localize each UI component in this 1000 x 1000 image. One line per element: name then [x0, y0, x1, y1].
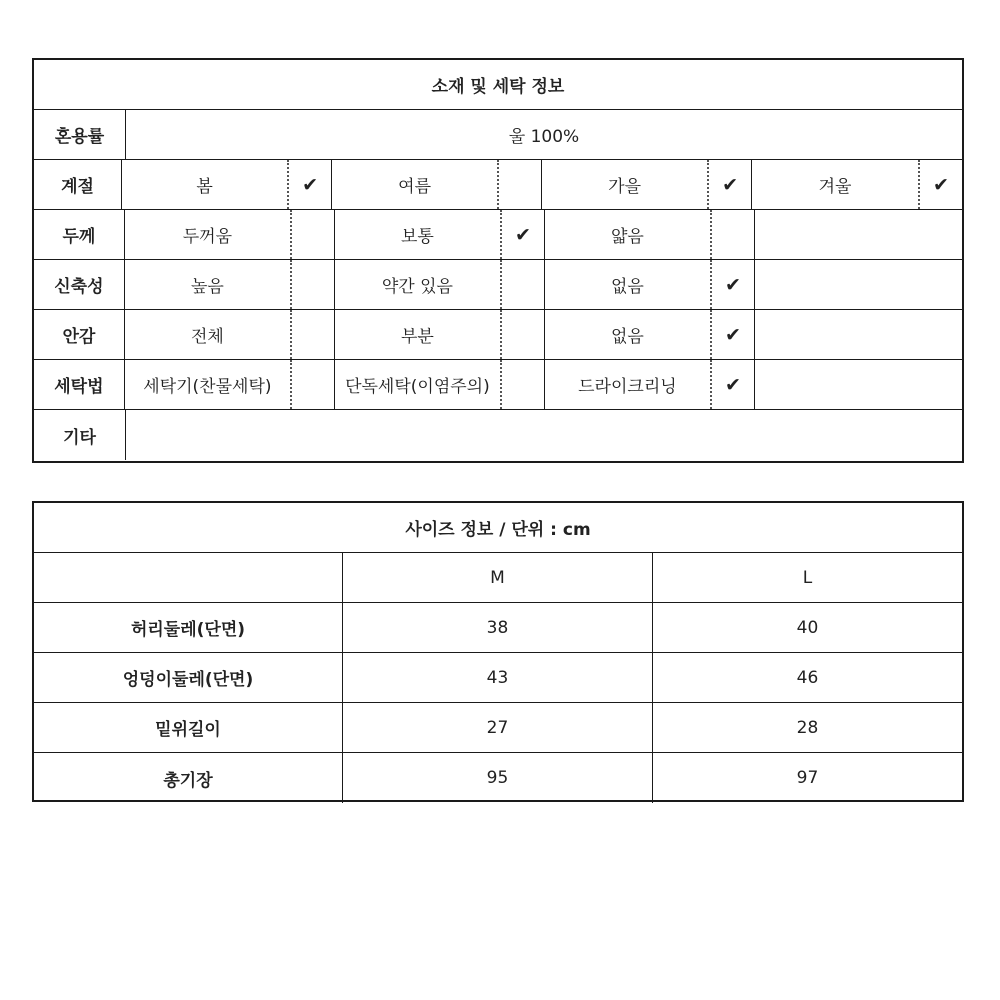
empty-cell: [755, 360, 962, 409]
option-text: 전체: [125, 310, 292, 359]
empty-cell: [755, 310, 962, 359]
check-mark-icon: [712, 210, 754, 259]
option-cell: [335, 210, 545, 259]
care-row-label: 계절: [34, 160, 122, 209]
option-cell: [545, 210, 755, 259]
option-cell: [545, 310, 755, 359]
size-row-label: 총기장: [34, 753, 343, 803]
care-row-lining: [34, 310, 962, 360]
care-info-table: [32, 58, 964, 463]
check-mark-icon: [502, 310, 544, 359]
size-row: [34, 753, 962, 803]
size-table-title: 사이즈 정보 / 단위 : cm: [34, 503, 962, 553]
care-table-title: 소재 및 세탁 정보: [34, 60, 962, 110]
size-row: [34, 603, 962, 653]
size-header-empty: [34, 553, 343, 602]
size-value: 28: [796, 717, 819, 738]
material-value: 울 100%: [508, 127, 580, 147]
size-info-table: [32, 501, 964, 802]
check-mark-icon: ✔: [722, 173, 739, 196]
option-text: 얇음: [545, 210, 712, 259]
check-mark-icon: [292, 260, 334, 309]
option-cell: [335, 260, 545, 309]
check-mark-icon: ✔: [302, 173, 319, 196]
option-cell: [125, 260, 335, 309]
care-row-material: [34, 110, 962, 160]
size-value: 46: [796, 667, 819, 688]
check-mark-icon: ✔: [724, 273, 741, 296]
etc-value: [126, 410, 962, 460]
option-cell: [335, 360, 545, 409]
option-cell: [545, 360, 755, 409]
size-row-label: 허리둘레(단면): [34, 603, 343, 652]
size-value: 43: [343, 653, 653, 702]
size-row: [34, 703, 962, 753]
care-row-label: 혼용률: [34, 110, 126, 159]
option-cell: [125, 310, 335, 359]
option-text: 부분: [335, 310, 502, 359]
size-value: 95: [343, 753, 653, 803]
check-mark-icon: [292, 210, 334, 259]
care-row-season: [34, 160, 962, 210]
care-row-elasticity: [34, 260, 962, 310]
option-text: 드라이크리닝: [545, 360, 712, 409]
size-value: 38: [343, 603, 653, 652]
empty-cell: [755, 210, 962, 259]
option-text: 없음: [545, 310, 712, 359]
option-text: 세탁기(찬물세탁): [125, 360, 292, 409]
size-row: [34, 653, 962, 703]
care-row-etc: [34, 410, 962, 460]
size-column-header: M: [343, 553, 653, 602]
option-text: 없음: [545, 260, 712, 309]
size-row-label: 밑위길이: [34, 703, 343, 752]
size-value: 40: [796, 617, 819, 638]
check-mark-icon: [292, 310, 334, 359]
care-row-label: 세탁법: [34, 360, 125, 409]
check-mark-icon: ✔: [724, 323, 741, 346]
option-text: 겨울: [752, 160, 920, 209]
size-value: 27: [343, 703, 653, 752]
option-cell: [545, 260, 755, 309]
check-mark-icon: ✔: [724, 373, 741, 396]
size-value: 97: [796, 768, 819, 788]
option-text: 봄: [122, 160, 289, 209]
option-text: 약간 있음: [335, 260, 502, 309]
option-text: 단독세탁(이염주의): [335, 360, 502, 409]
option-cell: [542, 160, 752, 209]
option-cell: [332, 160, 542, 209]
option-text: 가을: [542, 160, 709, 209]
care-row-label: 안감: [34, 310, 125, 359]
option-cell: [752, 160, 962, 209]
care-row-label: 두께: [34, 210, 125, 259]
size-header-row: [34, 553, 962, 603]
option-text: 여름: [332, 160, 499, 209]
check-mark-icon: ✔: [933, 173, 949, 196]
size-column-header: L: [802, 567, 813, 588]
option-cell: [125, 360, 335, 409]
option-text: 높음: [125, 260, 292, 309]
option-cell: [122, 160, 332, 209]
check-mark-icon: [502, 260, 544, 309]
care-row-washing: [34, 360, 962, 410]
care-row-label: 신축성: [34, 260, 125, 309]
check-mark-icon: ✔: [514, 223, 531, 246]
empty-cell: [755, 260, 962, 309]
care-row-thickness: [34, 210, 962, 260]
care-row-label: 기타: [34, 410, 126, 460]
option-cell: [335, 310, 545, 359]
check-mark-icon: [292, 360, 334, 409]
size-row-label: 엉덩이둘레(단면): [34, 653, 343, 702]
option-text: 보통: [335, 210, 502, 259]
check-mark-icon: [502, 360, 544, 409]
check-mark-icon: [499, 160, 541, 209]
option-cell: [125, 210, 335, 259]
option-text: 두꺼움: [125, 210, 292, 259]
